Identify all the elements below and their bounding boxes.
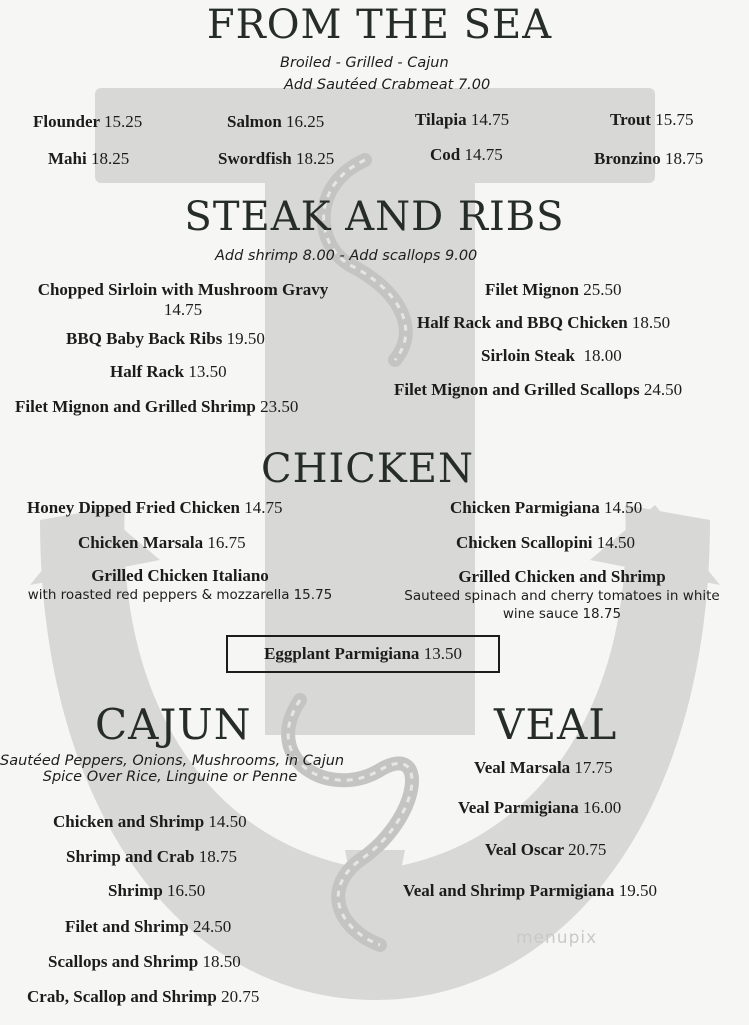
item-name: Mahi	[48, 149, 87, 168]
cajun-description-line: Spice Over Rice, Linguine or Penne	[42, 769, 298, 785]
menu-item	[108, 881, 205, 901]
item-price: 16.00	[582, 798, 622, 817]
menu-item	[227, 112, 324, 132]
menu-item	[110, 362, 227, 382]
item-price: 16.50	[167, 881, 206, 900]
item-price: 18.00	[583, 346, 622, 365]
menu-item	[48, 149, 129, 169]
item-name: Trout	[610, 110, 651, 129]
item-price: 18.50	[631, 313, 671, 332]
item-name: Shrimp and Crab	[66, 847, 195, 866]
item-name: Veal Marsala	[474, 758, 571, 777]
item-price: 16.75	[207, 533, 246, 552]
steak-addons: Add shrimp 8.00 - Add scallops 9.00	[215, 248, 478, 264]
item-price: 18.25	[90, 149, 130, 168]
item-price: 19.50	[226, 329, 265, 348]
menu-item	[417, 313, 670, 333]
item-price: 18.50	[202, 952, 241, 971]
item-price: 14.50	[596, 533, 636, 552]
cajun-description	[0, 753, 345, 785]
item-price: 13.50	[423, 644, 462, 663]
section-title-veal: VEAL	[494, 700, 618, 749]
menu-item	[27, 987, 259, 1007]
item-price: 15.75	[655, 110, 694, 129]
sea-cooking-styles: Broiled - Grilled - Cajun	[280, 55, 449, 71]
item-price: 18.75	[582, 606, 622, 622]
item-name: Swordfish	[218, 149, 292, 168]
menu-item	[400, 567, 724, 623]
section-title-sea: FROM THE SEA	[206, 2, 553, 48]
menu-item	[610, 110, 693, 130]
menu-item	[394, 380, 682, 400]
menu-item	[474, 758, 613, 778]
menu-item	[53, 812, 247, 832]
menu-item	[430, 145, 503, 165]
item-name: Half Rack	[110, 362, 185, 381]
menu-item	[33, 112, 142, 132]
sea-addon: Add Sautéed Crabmeat 7.00	[284, 77, 491, 93]
section-title-chicken: CHICKEN	[261, 446, 474, 492]
item-name: Veal Oscar	[485, 840, 564, 859]
item-description: wine sauce	[502, 606, 579, 622]
item-price: 20.75	[221, 987, 260, 1006]
menu-item	[485, 840, 606, 860]
item-name: BBQ Baby Back Ribs	[66, 329, 223, 348]
item-name: Filet and Shrimp	[65, 917, 189, 936]
item-price: 14.75	[464, 145, 503, 164]
menu-item	[66, 847, 237, 867]
item-price: 19.50	[618, 881, 657, 900]
cajun-description-line: Sautéed Peppers, Onions, Mushrooms, in Cajun	[0, 753, 345, 769]
item-name: Bronzino	[594, 149, 661, 168]
item-name: Grilled Chicken and Shrimp	[458, 567, 666, 586]
item-name: Shrimp	[108, 881, 163, 900]
item-price: 20.75	[568, 840, 607, 859]
menu-item	[481, 346, 622, 366]
item-price: 25.50	[583, 280, 622, 299]
item-name: Honey Dipped Fried Chicken	[27, 498, 240, 517]
item-name: Chicken Parmigiana	[450, 498, 600, 517]
item-price: 14.50	[603, 498, 643, 517]
item-price: 14.75	[163, 300, 203, 319]
item-price: 17.75	[574, 758, 613, 777]
item-description: with roasted red peppers & mozzarella	[27, 587, 290, 603]
menu-item	[15, 397, 298, 417]
item-price: 18.25	[295, 149, 335, 168]
item-price: 15.25	[104, 112, 143, 131]
item-name: Half Rack and BBQ Chicken	[417, 313, 628, 332]
item-price: 15.75	[293, 587, 333, 603]
menu-item	[27, 498, 283, 518]
item-name: Sirloin Steak	[481, 346, 575, 365]
menu-item	[218, 149, 334, 169]
item-name: Scallops and Shrimp	[48, 952, 199, 971]
menu-item	[403, 881, 657, 901]
item-name: Veal and Shrimp Parmigiana	[403, 881, 615, 900]
item-name: Salmon	[227, 112, 282, 131]
item-name: Flounder	[33, 112, 100, 131]
item-description: Sauteed spinach and cherry tomatoes in white	[404, 588, 720, 604]
item-price: 23.50	[260, 397, 299, 416]
section-title-steak: STEAK AND RIBS	[184, 194, 565, 240]
item-name: Filet Mignon and Grilled Scallops	[394, 380, 640, 399]
menu-item	[65, 917, 231, 937]
menu-item	[458, 798, 621, 818]
menu-item	[450, 498, 642, 518]
item-name: Chopped Sirloin with Mushroom Gravy	[37, 280, 329, 299]
item-name: Filet Mignon	[485, 280, 579, 299]
item-name: Eggplant Parmigiana	[264, 644, 420, 663]
item-name: Chicken and Shrimp	[53, 812, 205, 831]
item-name: Tilapia	[415, 110, 467, 129]
item-name: Chicken Scallopini	[456, 533, 593, 552]
menu-item	[415, 110, 509, 130]
item-name: Cod	[430, 145, 461, 164]
item-name: Veal Parmigiana	[458, 798, 579, 817]
item-price: 24.50	[193, 917, 232, 936]
item-name: Chicken Marsala	[78, 533, 204, 552]
menu-item	[15, 280, 351, 320]
item-price: 16.25	[286, 112, 325, 131]
watermark: menupix	[516, 928, 598, 948]
item-price: 24.50	[643, 380, 683, 399]
menu-item	[66, 329, 265, 349]
featured-item-box	[226, 635, 500, 673]
section-title-cajun: CAJUN	[95, 700, 252, 749]
menu-item	[485, 280, 621, 300]
menu-item	[456, 533, 635, 553]
item-price: 18.75	[665, 149, 704, 168]
menu-item	[78, 533, 246, 553]
item-price: 13.50	[188, 362, 227, 381]
menu-item	[48, 952, 241, 972]
item-price: 14.75	[470, 110, 510, 129]
item-price: 18.75	[198, 847, 237, 866]
menu-item	[594, 149, 703, 169]
item-price: 14.75	[244, 498, 283, 517]
item-name: Grilled Chicken Italiano	[91, 566, 269, 585]
menu-item	[10, 566, 350, 604]
item-name: Filet Mignon and Grilled Shrimp	[15, 397, 256, 416]
item-name: Crab, Scallop and Shrimp	[27, 987, 217, 1006]
item-price: 14.50	[208, 812, 247, 831]
